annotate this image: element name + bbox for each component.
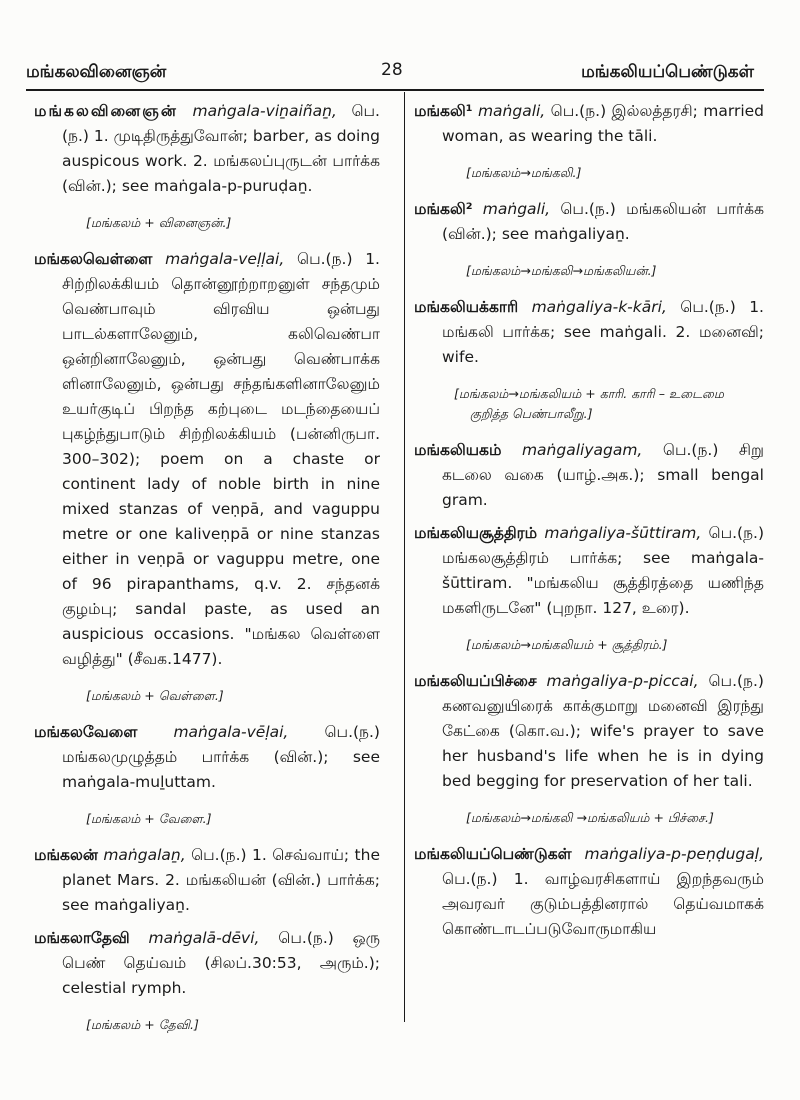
transliteration: maṅgala-viṉaiñaṉ, — [192, 102, 337, 120]
headword: மங்கலியகம் — [414, 441, 502, 459]
transliteration: maṅgali, — [477, 102, 546, 120]
definition: பெ.(ந.) மங்கலமுழுத்தம் பார்க்க (வின்.); see maṅgala-muḻuttam. — [62, 723, 380, 791]
column-divider — [404, 92, 405, 1022]
headword: மங்கலி² — [414, 200, 473, 218]
dictionary-entry — [34, 843, 380, 918]
definition: பெ.(ந.) 1. செவ்வாய்; the planet Mars. 2. மங்கலியன் (வின்.) பார்க்க; see maṅgaliyaṉ. — [62, 846, 380, 914]
headword: மங்கலியப்பிச்சை — [414, 672, 537, 690]
definition: பெ.(ந.) சிறு கடலை வகை (யாழ்.அக.); small bengal gram. — [442, 441, 764, 509]
definition: பெ.(ந.) 1. சிற்றிலக்கியம் தொன்னூற்றாறனுள் சந்தமும் வெண்பாவும் விரவிய ஒன்பது பாடல்களாலேனும், கலிவெண்பா ஒன்றினாலேனும், ஒன்பது வெண்பாக்க ளினாலேனும், ஒன்பது சந்தங்களினாலேனும் உயர்குடிப் பிறந்த கற்புடை மடந்தையைப் புகழ்ந்துபாடும் சிற்றிலக்கியம் (பன்னிருபா. 300–302); poem on a chaste or continent lady of noble birth in nine mixed stanzas of veṇpā, and vaguppu metre or one kaliveṇpā or nine stanzas either in veṇpā or vaguppu metre, one of 96 pirapanthams, q.v. 2. சந்தனக் குழம்பு; sandal paste, as used an auspicious occasions. "மங்கல வெள்ளை வழித்து" (சீவக.1477). — [62, 250, 380, 668]
headword: மங்கலவினைஞன் — [34, 102, 178, 120]
transliteration: maṅgaliyagam, — [521, 441, 643, 459]
dictionary-entry — [414, 521, 764, 655]
etymology: [மங்கலம்→மங்கலி →மங்கலியம் + பிச்சை.] — [466, 810, 714, 825]
definition: பெ.(ந.) 1. வாழ்வரசிகளாய் இறந்தவரும் அவரவர் குடும்பத்தினரால் தெய்வமாகக் கொண்டாடப்படுவோருமாகிய — [442, 870, 764, 938]
transliteration: maṅgala-veḷḷai, — [165, 250, 285, 268]
transliteration: maṅgaliya-k-kāri, — [531, 298, 667, 316]
dictionary-entry — [414, 197, 764, 281]
dictionary-entry — [414, 669, 764, 828]
dictionary-entry — [414, 295, 764, 424]
etymology: [மங்கலம் + தேவி.] — [86, 1017, 199, 1032]
dictionary-entry — [34, 926, 380, 1035]
dictionary-entry — [34, 99, 380, 233]
guide-word-right: மங்கலியப்பெண்டுகள் — [581, 62, 754, 82]
transliteration: maṅgaliya-p-piccai, — [546, 672, 699, 690]
headword: மங்கலன் — [34, 846, 98, 864]
definition: பெ.(ந.) மங்கலசூத்திரம் பார்க்க; see maṅgala-šūttiram. "மங்கலிய சூத்திரத்தை யணிந்த மகளிருடனே" (புறநா. 127, உரை). — [442, 524, 764, 617]
transliteration: maṅgali, — [482, 200, 551, 218]
headword: மங்கலாதேவி — [34, 929, 130, 947]
etymology: [மங்கலம்→மங்கலியம் + காரி. காரி – உடைமை குறித்த பெண்பாலீறு.] — [454, 386, 724, 421]
transliteration: maṅgaliya-p-peṇḍugaḷ, — [584, 845, 764, 863]
page-number: 28 — [381, 60, 403, 80]
guide-word-left: மங்கலவினைஞன் — [26, 62, 167, 82]
headword: மங்கலியக்காரி — [414, 298, 519, 316]
definition: பெ.(ந.) 1. மங்கலி பார்க்க; see maṅgali. 2. மனைவி; wife. — [442, 298, 764, 366]
right-column — [414, 99, 764, 950]
transliteration: maṅgaliya-šūttiram, — [544, 524, 702, 542]
dictionary-entry — [414, 842, 764, 942]
definition: பெ.(ந.) ஒரு பெண் தெய்வம் (சிலப்.30:53, அரும்.); celestial rymph. — [62, 929, 380, 997]
etymology: [மங்கலம்→மங்கலி.] — [466, 165, 582, 180]
etymology: [மங்கலம் + வேளை.] — [86, 811, 212, 826]
dictionary-entry — [34, 720, 380, 829]
transliteration: maṅgalaṉ, — [103, 846, 186, 864]
definition: பெ.(ந.) கணவனுயிரைக் காக்குமாறு மனைவி இரந்து கேட்கை (கொ.வ.); wife's prayer to save her husband's life when he is in dying bed begging for preservation of her tali. — [442, 672, 764, 790]
left-column — [34, 99, 380, 1049]
dictionary-entry — [414, 438, 764, 513]
headword: மங்கலவேளை — [34, 723, 138, 741]
headword: மங்கலவெள்ளை — [34, 250, 153, 268]
definition: பெ.(ந.) இல்லத்தரசி; married woman, as wearing the tāli. — [442, 102, 765, 145]
etymology: [மங்கலம் + வினைஞன்.] — [86, 215, 232, 230]
header-rule — [26, 89, 764, 91]
dictionary-entry — [34, 247, 380, 706]
transliteration: maṅgalā-dēvi, — [148, 929, 260, 947]
etymology: [மங்கலம் + வெள்ளை.] — [86, 688, 224, 703]
etymology: [மங்கலம்→மங்கலி→மங்கலியன்.] — [466, 263, 657, 278]
headword: மங்கலியப்பெண்டுகள் — [414, 845, 572, 863]
headword: மங்கலியசூத்திரம் — [414, 524, 538, 542]
etymology: [மங்கலம்→மங்கலியம் + சூத்திரம்.] — [466, 637, 668, 652]
definition: பெ.(ந.) மங்கலியன் பார்க்க (வின்.); see maṅgaliyaṉ. — [442, 200, 764, 243]
transliteration: maṅgala-vēḷai, — [173, 723, 289, 741]
definition: பெ.(ந.) 1. முடிதிருத்துவோன்; barber, as doing auspicous work. 2. மங்கலப்புருடன் பார்க்க (வின்.); see maṅgala-p-puruḍaṉ. — [62, 102, 380, 195]
dictionary-entry — [414, 99, 764, 183]
headword: மங்கலி¹ — [414, 102, 473, 120]
